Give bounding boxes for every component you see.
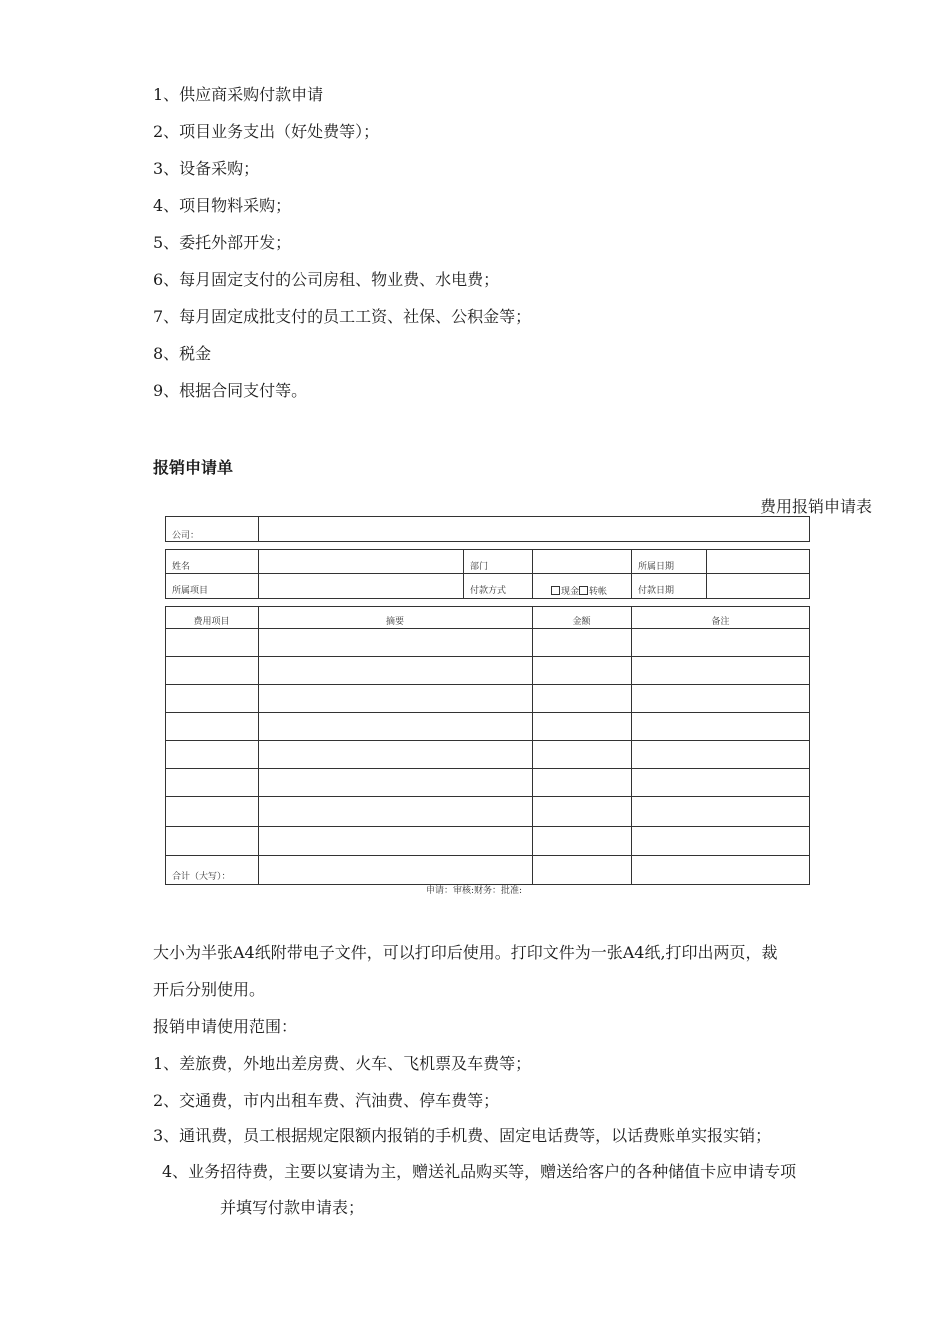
transfer-checkbox[interactable] <box>579 586 588 595</box>
list-item: 1、供应商采购付款申请 <box>153 85 324 104</box>
cash-checkbox[interactable] <box>551 586 560 595</box>
col-item-header: 费用项目 <box>193 617 230 627</box>
expense-table <box>165 606 810 885</box>
section-heading: 报销申请单 <box>153 458 234 477</box>
total-label: 合计（大写）： <box>172 872 231 882</box>
name-label: 姓名 <box>172 562 191 572</box>
list-item: 6、每月固定支付的公司房租、物业费、水电费； <box>153 270 500 289</box>
col-summary-header: 摘要 <box>385 617 404 627</box>
list-item: 8、税金 <box>153 344 212 363</box>
list-item-continuation: 并填写付款申请表； <box>220 1198 365 1217</box>
list-item: 4、项目物料采购； <box>153 196 292 215</box>
col-remark-header: 备注 <box>711 617 730 627</box>
form-title: 费用报销申请表 <box>759 497 872 516</box>
cash-label: 现金 <box>561 587 580 597</box>
date-label: 所属日期 <box>638 562 675 572</box>
list-item: 1、差旅费，外地出差房费、火车、飞机票及车费等； <box>153 1054 532 1073</box>
company-label: 公司： <box>172 531 200 541</box>
list-item: 2、项目业务支出（好处费等）； <box>153 122 380 141</box>
list-item: 9、根据合同支付等。 <box>153 381 308 400</box>
project-label: 所属项目 <box>172 586 209 596</box>
description-line-1: 大小为半张A4纸附带电子文件，可以打印后使用。打印文件为一张A4纸,打印出两页，裁 <box>153 943 778 962</box>
list-item: 4、业务招待费，主要以宴请为主，赠送礼品购买等，赠送给客户的各种储值卡应申请专项 <box>162 1162 797 1181</box>
col-amount-header: 金额 <box>572 617 591 627</box>
list-item: 2、交通费，市内出租车费、汽油费、停车费等； <box>153 1091 500 1110</box>
list-item: 3、通讯费，员工根据规定限额内报销的手机费、固定电话费等，以话费账单实报实销； <box>153 1126 772 1145</box>
company-row <box>165 516 810 542</box>
pay-method-options <box>551 586 607 598</box>
list-item: 5、委托外部开发； <box>153 233 292 252</box>
list-item: 7、每月固定成批支付的员工工资、社保、公积金等； <box>153 307 532 326</box>
description-line-2: 开后分别使用。 <box>153 980 266 999</box>
transfer-label: 转帐 <box>589 587 608 597</box>
pay-date-label: 付款日期 <box>638 586 675 596</box>
list-item: 3、设备采购； <box>153 159 260 178</box>
signature-line: 申请：审核:财务：批准: <box>426 886 523 896</box>
scope-title: 报销申请使用范围： <box>153 1017 298 1036</box>
pay-method-label: 付款方式 <box>470 586 507 596</box>
dept-label: 部门 <box>470 562 489 572</box>
